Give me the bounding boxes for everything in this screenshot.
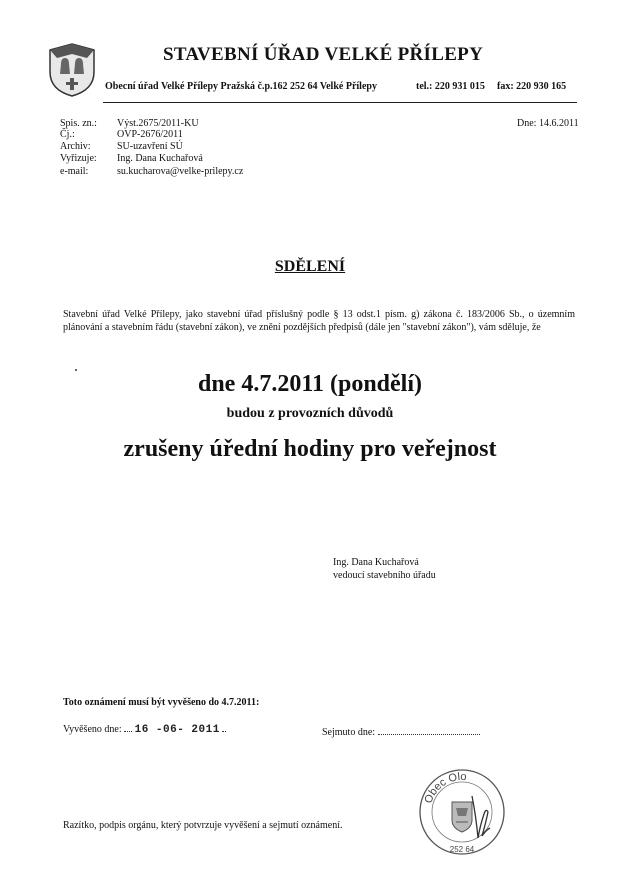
archiv-label: Archiv: (60, 141, 91, 152)
announcement-main: zrušeny úřední hodiny pro veřejnost (123, 436, 497, 462)
archiv-value: SU-uzavření SÚ (117, 141, 183, 152)
document-heading: SDĚLENÍ (274, 258, 346, 275)
posted-row (63, 722, 226, 736)
stamp-bottom-text: 252 64 (449, 845, 475, 854)
spis-label: Spis. zn.: (60, 118, 97, 129)
announcement-date: dne 4.7.2011 (pondělí) (197, 371, 423, 397)
signer-name: Ing. Dana Kuchařová (333, 557, 419, 568)
office-phone: tel.: 220 931 015 (416, 81, 485, 92)
header-divider (103, 102, 577, 103)
office-title: STAVEBNÍ ÚŘAD VELKÉ PŘÍLEPY (163, 44, 484, 65)
office-fax: fax: 220 930 165 (497, 81, 567, 92)
posted-label: Vyvěšeno dne: (63, 724, 122, 735)
signer-role: vedoucí stavebního úřadu (333, 570, 436, 581)
posted-dots-lead (124, 722, 132, 732)
removed-label: Sejmuto dne: (322, 727, 376, 738)
email-value: su.kucharova@velke-prilepy.cz (117, 166, 244, 177)
official-stamp-icon (416, 766, 508, 858)
office-address: Obecní úřad Velké Přílepy Pražská č.p.162 252 64 Velké Přílepy (105, 81, 377, 92)
email-label: e-mail: (60, 166, 89, 177)
announcement-reason: budou z provozních důvodů (226, 406, 394, 421)
stamp-top-text: Obec Olo (422, 770, 467, 806)
removed-dots (378, 725, 480, 735)
body-paragraph: Stavební úřad Velké Přílepy, jako stavební úřad příslušný podle § 13 odst.1 písm. g) zákona č. 183/2006 Sb., o územním plánování a stavebním řádu (stavební zákon), ve znění pozdějších předpisů (dále jen "stavební zákon"), vám sděluje, že (63, 309, 575, 333)
document-date: Dne: 14.6.2011 (517, 118, 579, 129)
posted-dots-tail (222, 722, 226, 732)
posting-notice: Toto oznámení musí být vyvěšeno do 4.7.2011: (63, 697, 260, 708)
vyrizuje-value: Ing. Dana Kuchařová (117, 153, 203, 164)
signature-block (333, 556, 436, 582)
removed-row (322, 725, 480, 738)
cj-label: Čj.: (60, 129, 75, 140)
footer-note: Razítko, podpis orgánu, který potvrzuje vyvěšení a sejmutí oznámení. (63, 820, 343, 831)
vyrizuje-label: Vyřizuje: (60, 153, 97, 164)
cj-value: OVP-2676/2011 (117, 129, 183, 140)
spis-value: Výst.2675/2011-KU (117, 118, 199, 129)
municipal-crest-icon (47, 42, 97, 98)
posted-date-stamp: 16 -06- 2011 (134, 724, 220, 736)
